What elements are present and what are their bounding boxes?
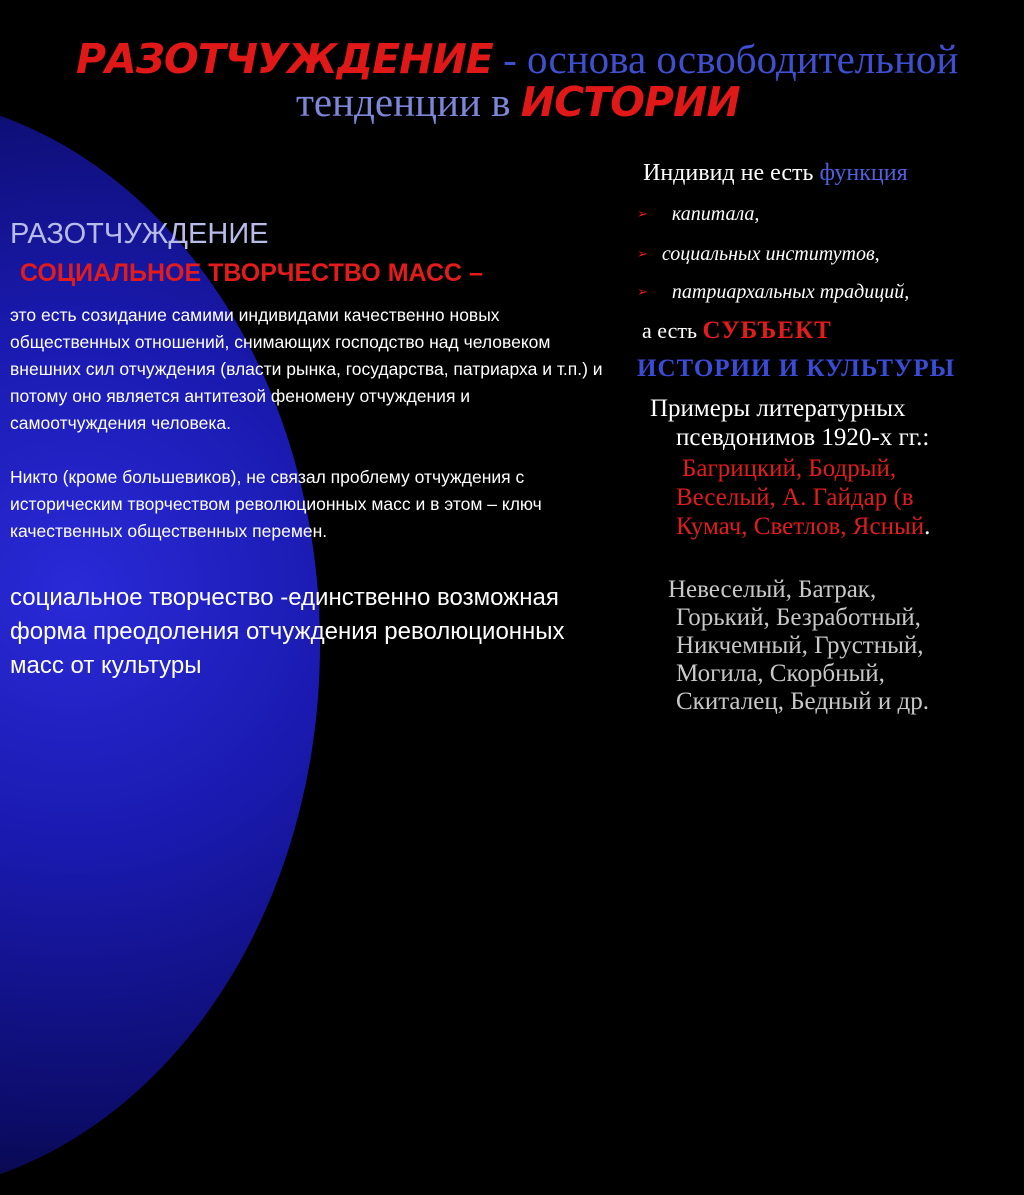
examples-heading (650, 394, 929, 452)
title-line-2-text: тенденции в (296, 79, 521, 125)
subject-prefix: а есть (642, 318, 703, 343)
title-word-razotchuzhdenie: РАЗОТЧУЖДЕНИЕ (76, 35, 493, 83)
left-heading: РАЗОТЧУЖДЕНИЕ (10, 218, 269, 250)
conclusion-text: социальное творчество -единственно возможная форма преодоления отчуждения революционных масс от культуры (10, 584, 565, 679)
subject-accent: СУБЪЕКТ (702, 317, 832, 344)
bullet-text: социальных институтов, (661, 243, 880, 265)
red-names-line: Веселый, А. Гайдар (в (676, 484, 914, 511)
arrow-bullet-icon: ➢ (637, 206, 648, 221)
intro-text: Индивид не есть (643, 160, 820, 186)
bolsheviks-paragraph: Никто (кроме большевиков), не связал проблему отчуждения с историческим творчеством революционных масс и в этом – ключ качественных общественных перемен. (10, 467, 542, 541)
red-names-line-3 (676, 512, 930, 541)
bullet-item (637, 281, 909, 304)
gray-names-line: Горький, Безработный, (676, 604, 921, 631)
subject-line (642, 317, 832, 345)
examples-line-1: Примеры литературных (650, 395, 906, 422)
title-line-1-text: - основа освободительной (492, 36, 959, 82)
definition-paragraph: это есть созидание самими индивидами качественно новых общественных отношений, снимающих господство над человеком внешних сил отчуждения (власти рынка, государства, патриарха и т.п.) и потому оно является антитезой феномену отчуждения и самоотчуждения человека. (10, 305, 603, 433)
arrow-bullet-icon: ➢ (637, 284, 648, 299)
red-names-dot: . (924, 513, 931, 540)
intro-accent: функция (819, 160, 908, 186)
red-names-line: Кумач, Светлов, Ясный (676, 513, 925, 540)
left-subheading: СОЦИАЛЬНОЕ ТВОРЧЕСТВО МАСС – (20, 259, 483, 287)
title-word-istorii: ИСТОРИИ (520, 78, 740, 126)
arrow-bullet-icon: ➢ (637, 246, 648, 261)
bullet-item (637, 203, 759, 226)
bullet-item (637, 243, 880, 266)
gray-names-line: Невеселый, Батрак, (668, 576, 877, 603)
individual-intro (643, 160, 908, 187)
bullet-text: патриархальных традиций, (671, 281, 910, 303)
red-pseudonyms (676, 454, 930, 541)
examples-line-2: псевдонимов 1920-х гг.: (676, 424, 930, 451)
gray-names-line: Скиталец, Бедный и др. (676, 688, 929, 715)
gray-pseudonyms (668, 576, 929, 716)
history-culture-heading: ИСТОРИИ И КУЛЬТУРЫ (637, 355, 956, 382)
gray-names-line: Никчемный, Грустный, (676, 632, 924, 659)
red-names-line: Багрицкий, Бодрый, (682, 455, 897, 482)
bullet-text: капитала, (671, 203, 760, 225)
gray-names-line: Могила, Скорбный, (676, 660, 885, 687)
